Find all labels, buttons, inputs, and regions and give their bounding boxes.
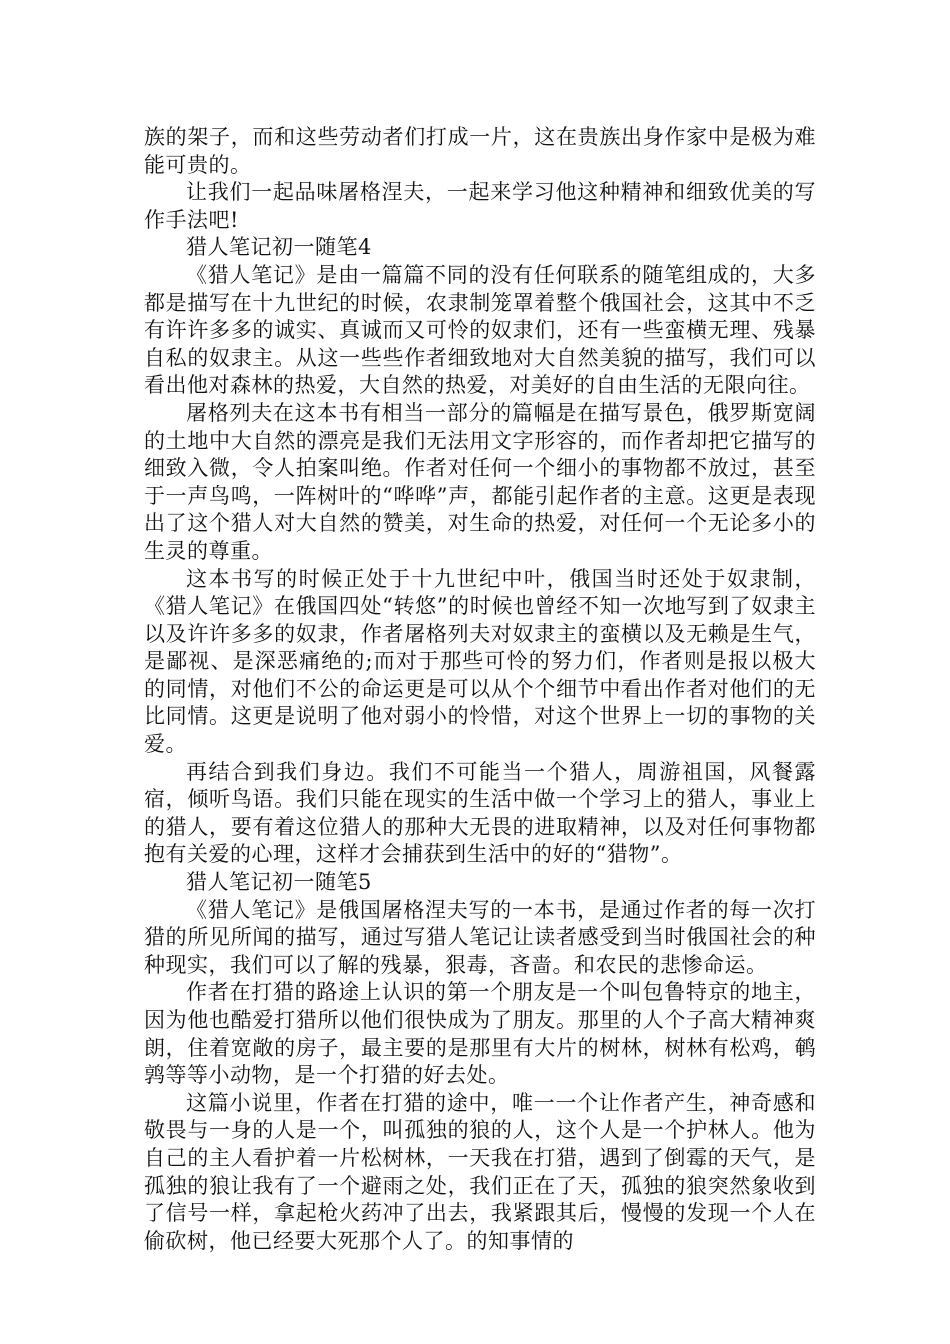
- paragraph: 作者在打猎的路途上认识的第一个朋友是一个叫包鲁特京的地主，因为他也酷爱打猎所以他们很快成为了朋友。那里的人个子高大精神爽朗，住着宽敞的房子，最主要的是那里有大片的树林，树林有松鸡，鹌鹑等等小动物，是一个打猎的好去处。: [144, 980, 816, 1088]
- paragraph: 屠格列夫在这本书有相当一部分的篇幅是在描写景色，俄罗斯宽阔的土地中大自然的漂亮是我们无法用文字形容的，而作者却把它描写的细致入微，令人拍案叫绝。作者对任何一个细小的事物都不放过，甚至于一声鸟鸣，一阵树叶的“哗哗”声，都能引起作者的主意。这更是表现出了这个猎人对大自然的赞美，对生命的热爱，对任何一个无论多小的生灵的尊重。: [144, 400, 816, 563]
- paragraph: 让我们一起品味屠格涅夫，一起来学习他这种精神和细致优美的写作手法吧!: [144, 180, 816, 232]
- paragraph: 再结合到我们身边。我们不可能当一个猎人，周游祖国，风餐露宿，倾听鸟语。我们只能在现实的生活中做一个学习上的猎人，事业上的猎人，要有着这位猎人的那种大无畏的进取精神，以及对任何事物都抱有关爱的心理，这样才会捕获到生活中的好的“猎物”。: [144, 759, 816, 867]
- paragraph: 这本书写的时候正处于十九世纪中叶，俄国当时还处于奴隶制，《猎人笔记》在俄国四处“转悠”的时候也曾经不知一次地写到了奴隶主以及许许多多的奴隶，作者屠格列夫对奴隶主的蛮横以及无赖是生气，是鄙视、是深恶痛绝的;而对于那些可怜的努力们，作者则是报以极大的同情，对他们不公的命运更是可以从个个细节中看出作者对他们的无比同情。这更是说明了他对弱小的怜惜，对这个世界上一切的事物的关爱。: [144, 566, 816, 757]
- paragraph: 这篇小说里，作者在打猎的途中，唯一一个让作者产生，神奇感和敬畏与一身的人是一个，叫孤独的狼的人，这个人是一个护林人。他为自己的主人看护着一片松树林，一天我在打猎，遇到了倒霉的天气，是孤独的狼让我有了一个避雨之处，我们正在了天，孤独的狼突然象收到了信号一样，拿起枪火药冲了出去，我紧跟其后，慢慢的发现一个人在偷砍树，他已经要大死那个人了。的知事情的: [144, 1090, 816, 1253]
- section-heading: 猎人笔记初一随笔4: [186, 235, 372, 260]
- paragraph: 《猎人笔记》是由一篇篇不同的没有任何联系的随笔组成的，大多都是描写在十九世纪的时候，农隶制笼罩着整个俄国社会，这其中不乏有许许多多的诚实、真诚而又可怜的奴隶们，还有一些蛮横无理、残暴自私的奴隶主。从这一些些作者细致地对大自然美貌的描写，我们可以看出他对森林的热爱，大自然的热爱，对美好的自由生活的无限向往。: [144, 262, 816, 398]
- paragraph: 族的架子，而和这些劳动者们打成一片，这在贵族出身作家中是极为难能可贵的。: [144, 125, 816, 177]
- document-page: [144, 124, 816, 1255]
- paragraph: 《猎人笔记》是俄国屠格涅夫写的一本书，是通过作者的每一次打猎的所见所闻的描写，通过写猎人笔记让读者感受到当时俄国社会的种种现实，我们可以了解的残暴，狠毒，吝啬。和农民的悲惨命运。: [144, 897, 816, 977]
- section-heading: 猎人笔记初一随笔5: [186, 870, 372, 895]
